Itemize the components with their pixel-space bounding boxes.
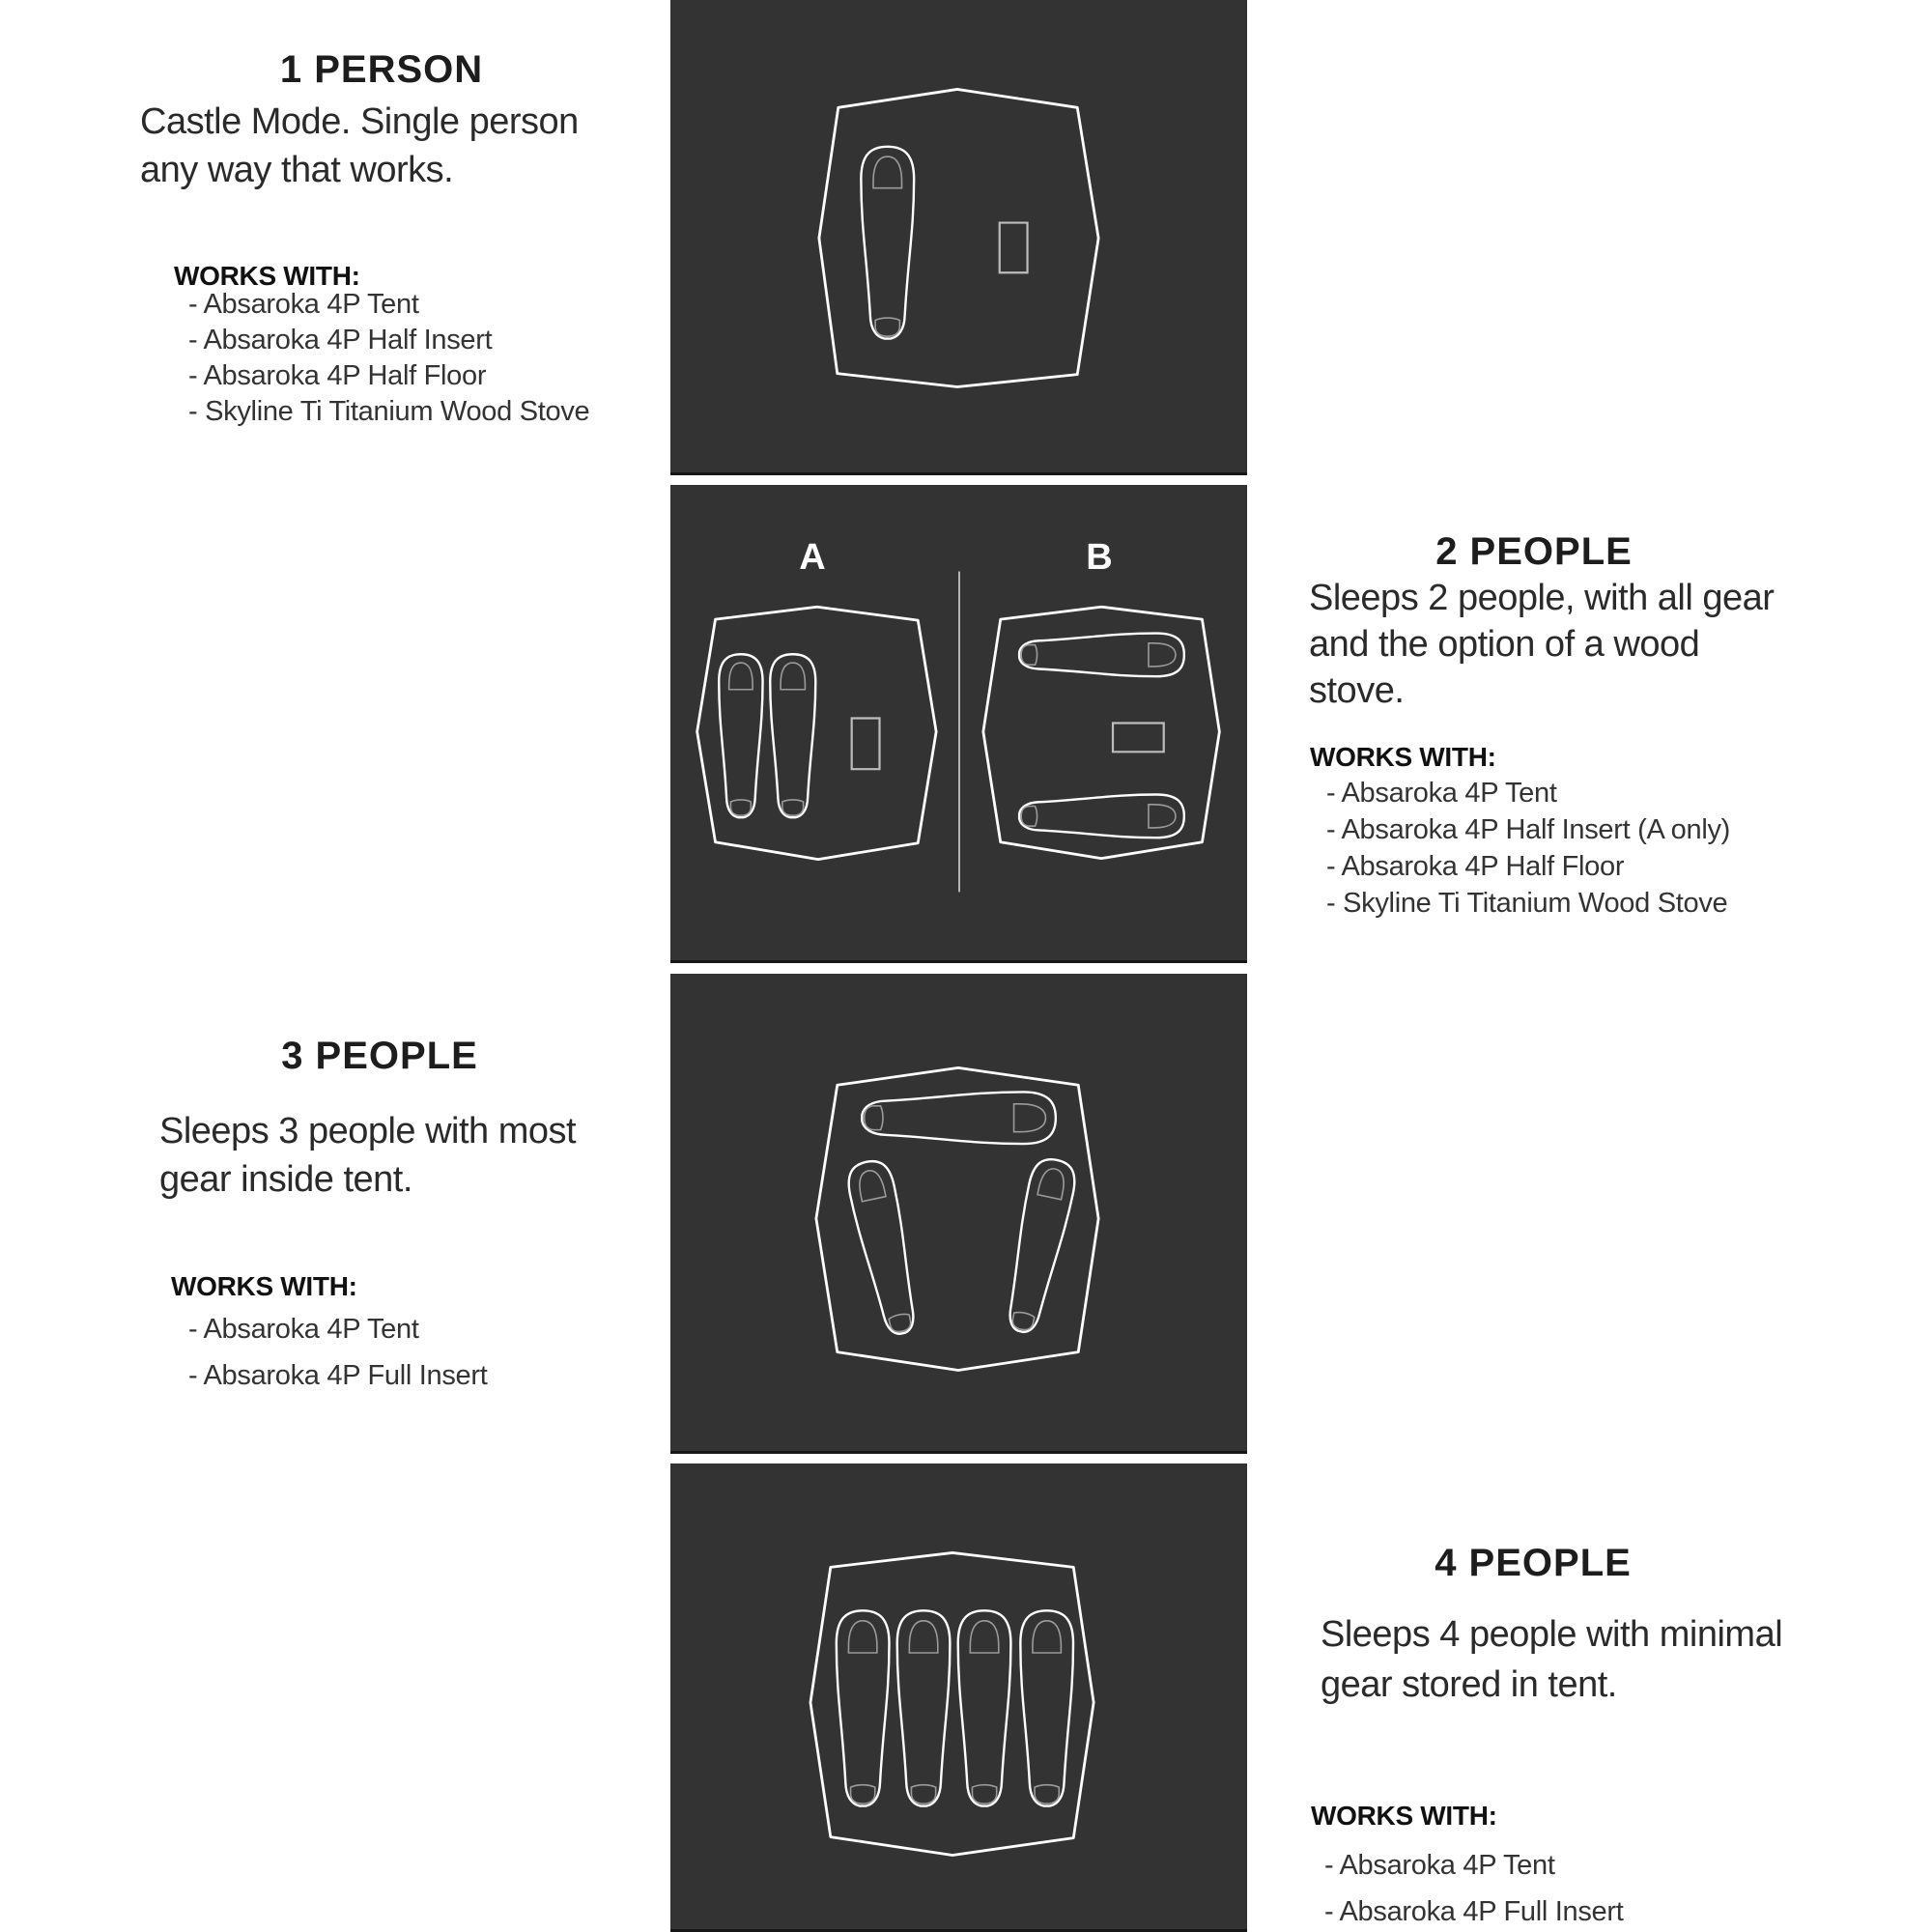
wood-stove-icon <box>852 719 880 770</box>
list-item: - Absaroka 4P Tent <box>1326 778 1557 809</box>
section-2-description <box>1309 575 1774 714</box>
description-line: gear inside tent. <box>159 1159 412 1200</box>
description-line: Sleeps 2 people, with all gear <box>1309 578 1775 618</box>
section-4-heading: 4 PEOPLE <box>1435 1542 1632 1584</box>
works-with-list <box>1326 775 1730 922</box>
works-with-label: WORKS WITH: <box>171 1271 357 1301</box>
works-with-list <box>1324 1842 1624 1932</box>
list-item: - Absaroka 4P Half Floor <box>188 360 487 391</box>
description-line: Castle Mode. Single person <box>140 101 579 142</box>
list-item: - Absaroka 4P Full Insert <box>188 1360 488 1391</box>
sleeping-bag-icon <box>837 1610 890 1805</box>
list-item: - Skyline Ti Titanium Wood Stove <box>1326 888 1728 919</box>
description-line: Sleeps 4 people with minimal <box>1321 1614 1783 1655</box>
wood-stove-icon <box>1113 723 1164 752</box>
sleeping-bag-icon <box>999 1155 1079 1336</box>
sleeping-bag-icon <box>719 654 762 817</box>
list-item: - Absaroka 4P Half Insert (A only) <box>1326 814 1731 845</box>
section-3-description <box>159 1107 576 1204</box>
description-line: Sleeps 3 people with most <box>159 1111 577 1151</box>
list-item: - Absaroka 4P Tent <box>188 1314 419 1345</box>
sleeping-bag-icon <box>1019 634 1184 677</box>
layout-b-label: B <box>1086 537 1115 578</box>
list-item: - Absaroka 4P Half Insert <box>188 325 493 355</box>
list-item: - Absaroka 4P Tent <box>188 289 419 320</box>
works-with-list <box>188 287 589 430</box>
tent-outline <box>810 1552 1094 1855</box>
layout-a-label: A <box>799 537 828 578</box>
sleeping-bag-icon <box>1020 1610 1073 1805</box>
section-2-heading: 2 PEOPLE <box>1435 530 1633 573</box>
description-line: any way that works. <box>140 150 454 190</box>
works-with-label: WORKS WITH: <box>174 261 360 291</box>
section-1-description <box>140 98 579 194</box>
description-line: and the option of a wood <box>1309 624 1700 665</box>
list-item: - Absaroka 4P Full Insert <box>1324 1896 1624 1927</box>
tent-outline <box>819 89 1098 386</box>
list-item: - Absaroka 4P Half Floor <box>1326 851 1625 882</box>
section-1-heading: 1 PERSON <box>279 48 484 91</box>
panel-1-person-floorplan <box>670 0 1247 475</box>
section-3-heading: 3 PEOPLE <box>281 1035 478 1077</box>
panel-3-person-floorplan <box>670 974 1247 1454</box>
sleeping-bag-icon <box>897 1610 951 1805</box>
tent-a-outline <box>697 607 936 859</box>
sleeping-bag-icon <box>1019 795 1184 838</box>
works-with-list <box>188 1306 488 1399</box>
sleeping-bag-icon <box>861 147 914 339</box>
sleeping-bag-icon <box>958 1610 1011 1805</box>
wood-stove-icon <box>1000 223 1028 273</box>
sleeping-bag-icon <box>844 1157 924 1338</box>
list-item: - Absaroka 4P Tent <box>1324 1850 1555 1881</box>
panel-2-person-floorplans <box>670 485 1247 963</box>
works-with-label: WORKS WITH: <box>1310 742 1496 772</box>
list-item: - Skyline Ti Titanium Wood Stove <box>188 396 590 427</box>
panel-4-person-floorplan <box>670 1463 1247 1932</box>
works-with-label: WORKS WITH: <box>1311 1801 1497 1831</box>
section-4-description <box>1321 1609 1782 1710</box>
description-line: gear stored in tent. <box>1321 1664 1617 1705</box>
sleeping-bag-icon <box>770 654 815 817</box>
description-line: stove. <box>1309 670 1405 711</box>
sleeping-bag-icon <box>862 1092 1056 1144</box>
